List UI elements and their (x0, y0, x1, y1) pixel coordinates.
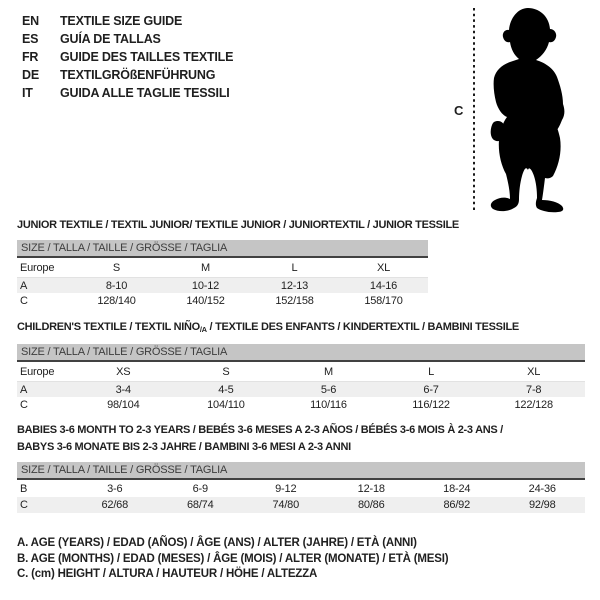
row-label-cell: B (20, 482, 28, 495)
babies-size-table (17, 480, 585, 513)
guide-title-es: GUÍA DE TALLAS (60, 32, 161, 46)
value-cell: 24-36 (528, 482, 556, 495)
value-cell: 12-13 (250, 278, 339, 294)
children-size-header-bar: SIZE / TALLA / TAILLE / GRÖSSE / TAGLIA (17, 344, 585, 362)
value-cell: 4-5 (175, 382, 278, 398)
value-cell: 116/122 (412, 399, 450, 411)
value-cell: 122/128 (514, 399, 553, 411)
children-region-row (17, 362, 585, 382)
children-size-table (17, 362, 585, 413)
value-cell: 6-9 (192, 482, 208, 495)
babies-title-line2: BABYS 3-6 MONATE BIS 2-3 JAHRE / BAMBINI 3-6 MESI A 2-3 ANNI (17, 441, 351, 453)
value-cell: 9-12 (275, 482, 297, 495)
language-row-fr (22, 48, 233, 66)
junior-region-row (17, 258, 428, 278)
children-age-row (17, 382, 585, 398)
language-row-de (22, 66, 233, 84)
size-cell: XL (339, 258, 428, 278)
legend-line-age-years: A. AGE (YEARS) / EDAD (AÑOS) / ÂGE (ANS) / ALTER (JAHRE) / ETÀ (ANNI) (17, 537, 417, 549)
language-code: EN (22, 14, 39, 28)
baby-left-hand (491, 121, 506, 141)
babies-section-title (17, 422, 585, 456)
row-label-cell: C (17, 497, 72, 513)
language-code: ES (22, 32, 39, 46)
babies-textile-section (17, 422, 585, 513)
language-row-en (22, 12, 233, 30)
children-title-pre: CHILDREN'S TEXTILE / TEXTIL NIÑO (17, 321, 200, 333)
value-cell: 10-12 (161, 278, 250, 294)
size-cell: L (380, 362, 483, 382)
value-cell: 104/110 (207, 399, 245, 411)
guide-title-de: TEXTILGRÖßENFÜHRUNG (60, 68, 216, 82)
children-height-row (17, 397, 585, 413)
size-cell: M (277, 362, 380, 382)
language-row-es (22, 30, 233, 48)
junior-age-row (17, 278, 428, 294)
value-cell: 152/158 (275, 295, 314, 307)
guide-title-it: GUIDA ALLE TAGLIE TESSILI (60, 86, 230, 100)
measurement-legend (17, 536, 448, 583)
value-cell: 158/170 (364, 295, 403, 307)
value-cell: 86/92 (414, 497, 500, 513)
language-code: DE (22, 68, 39, 82)
babies-size-header-bar: SIZE / TALLA / TAILLE / GRÖSSE / TAGLIA (17, 462, 585, 480)
value-cell: 14-16 (339, 278, 428, 294)
value-cell: 5-6 (277, 382, 380, 398)
size-cell: M (161, 258, 250, 278)
value-cell: 140/152 (186, 295, 225, 307)
language-title-list (22, 12, 233, 102)
size-cell: XS (72, 362, 175, 382)
height-measure-label: C (454, 103, 464, 118)
size-cell: L (250, 258, 339, 278)
value-cell: 68/74 (158, 497, 244, 513)
junior-height-row (17, 293, 428, 309)
region-label-cell: Europe (17, 362, 72, 382)
junior-size-table (17, 258, 428, 309)
row-label-cell: A (17, 278, 72, 294)
value-cell: 92/98 (500, 497, 586, 513)
row-label-cell: C (20, 399, 28, 411)
children-title-subscript: /A (199, 325, 207, 334)
value-cell: 7-8 (482, 382, 585, 398)
legend-line-age-months: B. AGE (MONTHS) / EDAD (MESES) / ÂGE (MOIS) / ALTER (MONATE) / ETÀ (MESI) (17, 552, 449, 565)
value-cell: 62/68 (72, 497, 158, 513)
row-label-cell: A (17, 382, 72, 398)
babies-age-row (17, 480, 585, 497)
children-section-title (17, 319, 585, 338)
value-cell: 3-4 (72, 382, 175, 398)
size-cell: S (72, 258, 161, 278)
junior-textile-section (17, 217, 459, 309)
children-textile-section (17, 319, 585, 413)
size-cell: XL (482, 362, 585, 382)
size-cell: S (175, 362, 278, 382)
babies-height-row (17, 497, 585, 513)
value-cell: 12-18 (357, 482, 385, 495)
value-cell: 6-7 (380, 382, 483, 398)
junior-section-title: JUNIOR TEXTILE / TEXTIL JUNIOR/ TEXTILE JUNIOR / JUNIORTEXTIL / JUNIOR TESSILE (17, 219, 459, 231)
guide-title-en: TEXTILE SIZE GUIDE (60, 14, 183, 28)
value-cell: 74/80 (243, 497, 329, 513)
value-cell: 8-10 (72, 278, 161, 294)
junior-size-header-bar: SIZE / TALLA / TAILLE / GRÖSSE / TAGLIA (17, 240, 428, 258)
baby-silhouette (491, 8, 565, 212)
value-cell: 3-6 (107, 482, 123, 495)
row-label-cell: C (20, 295, 28, 307)
value-cell: 80/86 (329, 497, 415, 513)
region-label-cell: Europe (17, 258, 72, 278)
legend-line-height: C. (cm) HEIGHT / ALTURA / HAUTEUR / HÖHE / ALTEZZA (17, 568, 318, 580)
value-cell: 110/116 (310, 399, 347, 411)
guide-title-fr: GUIDE DES TAILLES TEXTILE (60, 50, 234, 64)
language-code: IT (22, 86, 33, 100)
language-code: FR (22, 50, 39, 64)
value-cell: 128/140 (97, 295, 136, 307)
value-cell: 18-24 (443, 482, 471, 495)
babies-title-line1: BABIES 3-6 MONTH TO 2-3 YEARS / BEBÉS 3-6 MESES A 2-3 AÑOS / BÉBÉS 3-6 MOIS À 2-3 ANS / (17, 424, 503, 436)
value-cell: 98/104 (107, 399, 140, 411)
language-row-it (22, 84, 233, 102)
baby-height-figure (440, 0, 600, 220)
baby-figure-svg (440, 0, 600, 220)
children-title-post: / TEXTILE DES ENFANTS / KINDERTEXTIL / BAMBINI TESSILE (206, 321, 519, 333)
